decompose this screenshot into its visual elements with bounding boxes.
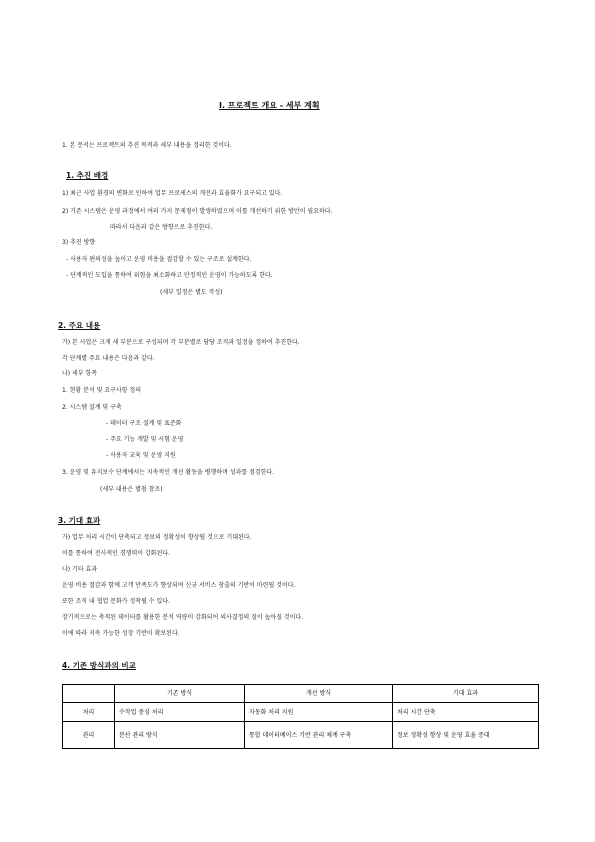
table-cell: 관리 [63,722,115,749]
intro-text: 1. 본 문서는 프로젝트의 추진 목적과 세부 내용을 정리한 것이다. [62,142,232,149]
paragraph: 또한 조직 내 협업 문화가 정착될 수 있다. [62,598,170,605]
paragraph: 1) 최근 사업 환경의 변화로 인하여 업무 프로세스의 개선과 효율화가 요구되고 있다. [62,190,283,197]
list-item: - 주요 기능 개발 및 시험 운영 [106,436,184,443]
list-item: 1. 현황 분석 및 요구사항 정의 [62,387,142,394]
paragraph: 따라서 다음과 같은 방향으로 추진한다. [110,224,213,231]
table-header-cell: 개선 방식 [245,685,393,703]
paragraph: 장기적으로는 축적된 데이터를 활용한 분석 역량이 강화되어 의사결정의 질이 높아질 것이다. [62,614,304,621]
table-cell: 분산 관리 방식 [115,722,245,749]
list-item: - 단계적인 도입을 통하여 위험을 최소화하고 안정적인 운영이 가능하도록 한다. [66,272,273,279]
paragraph: 2) 기존 시스템은 운영 과정에서 여러 가지 문제점이 발생하였으며 이를 개선하기 위한 방안이 필요하다. [62,208,333,215]
section-1-heading: 1. 추진 배경 [66,171,109,180]
paragraph: 각 단계별 주요 내용은 다음과 같다. [62,355,155,362]
paragraph: (세부 내용은 별첨 참조) [100,486,163,493]
list-item: 2. 시스템 설계 및 구축 [62,404,122,411]
list-item: - 사용자 편의성을 높이고 운영 비용을 절감할 수 있는 구조로 설계한다. [66,256,252,263]
table-header-cell: 기대 효과 [393,685,539,703]
paragraph: (세부 일정은 별도 작성) [160,289,223,296]
paragraph: 나) 기타 효과 [62,566,98,573]
list-item: 3. 운영 및 유지보수 단계에서는 지속적인 개선 활동을 병행하며 성과를 점검한다. [62,469,275,476]
page-title: Ⅰ. 프로젝트 개요 - 세부 계획 [219,101,320,110]
list-item: - 데이터 구조 설계 및 표준화 [106,420,182,427]
table-cell: 처리 [63,703,115,722]
table-cell: 수작업 중심 처리 [115,703,245,722]
paragraph: 나) 세부 항목 [62,370,98,377]
section-2-heading: 2. 주요 내용 [58,321,101,330]
paragraph: 이에 따라 지속 가능한 성장 기반이 확보된다. [62,630,180,637]
list-item: - 사용자 교육 및 운영 지원 [106,452,176,459]
table-header-cell: 기존 방식 [115,685,245,703]
section-4-heading: 4. 기존 방식과의 비교 [62,661,136,670]
table-header-row [63,685,539,703]
paragraph: 가) 본 사업은 크게 세 부분으로 구성되며 각 부분별로 담당 조직과 일정을 정하여 추진한다. [62,339,300,346]
paragraph: 가) 업무 처리 시간이 단축되고 정보의 정확성이 향상될 것으로 기대된다. [62,534,252,541]
table-header-cell [63,685,115,703]
table-row [63,703,539,722]
paragraph: 운영 비용 절감과 함께 고객 만족도가 향상되며 신규 서비스 창출의 기반이 마련될 것이다. [62,582,296,589]
table-cell: 통합 데이터베이스 기반 관리 체계 구축 [245,722,393,749]
comparison-table [62,684,539,749]
table-cell: 처리 시간 단축 [393,703,539,722]
table-cell: 정보 정확성 향상 및 운영 효율 증대 [393,722,539,749]
table-row [63,722,539,749]
table-cell: 자동화 처리 지원 [245,703,393,722]
section-3-heading: 3. 기대 효과 [58,516,101,525]
paragraph: 3) 추진 방향 [62,239,96,246]
paragraph: 이를 통하여 전사적인 경쟁력이 강화된다. [62,550,171,557]
